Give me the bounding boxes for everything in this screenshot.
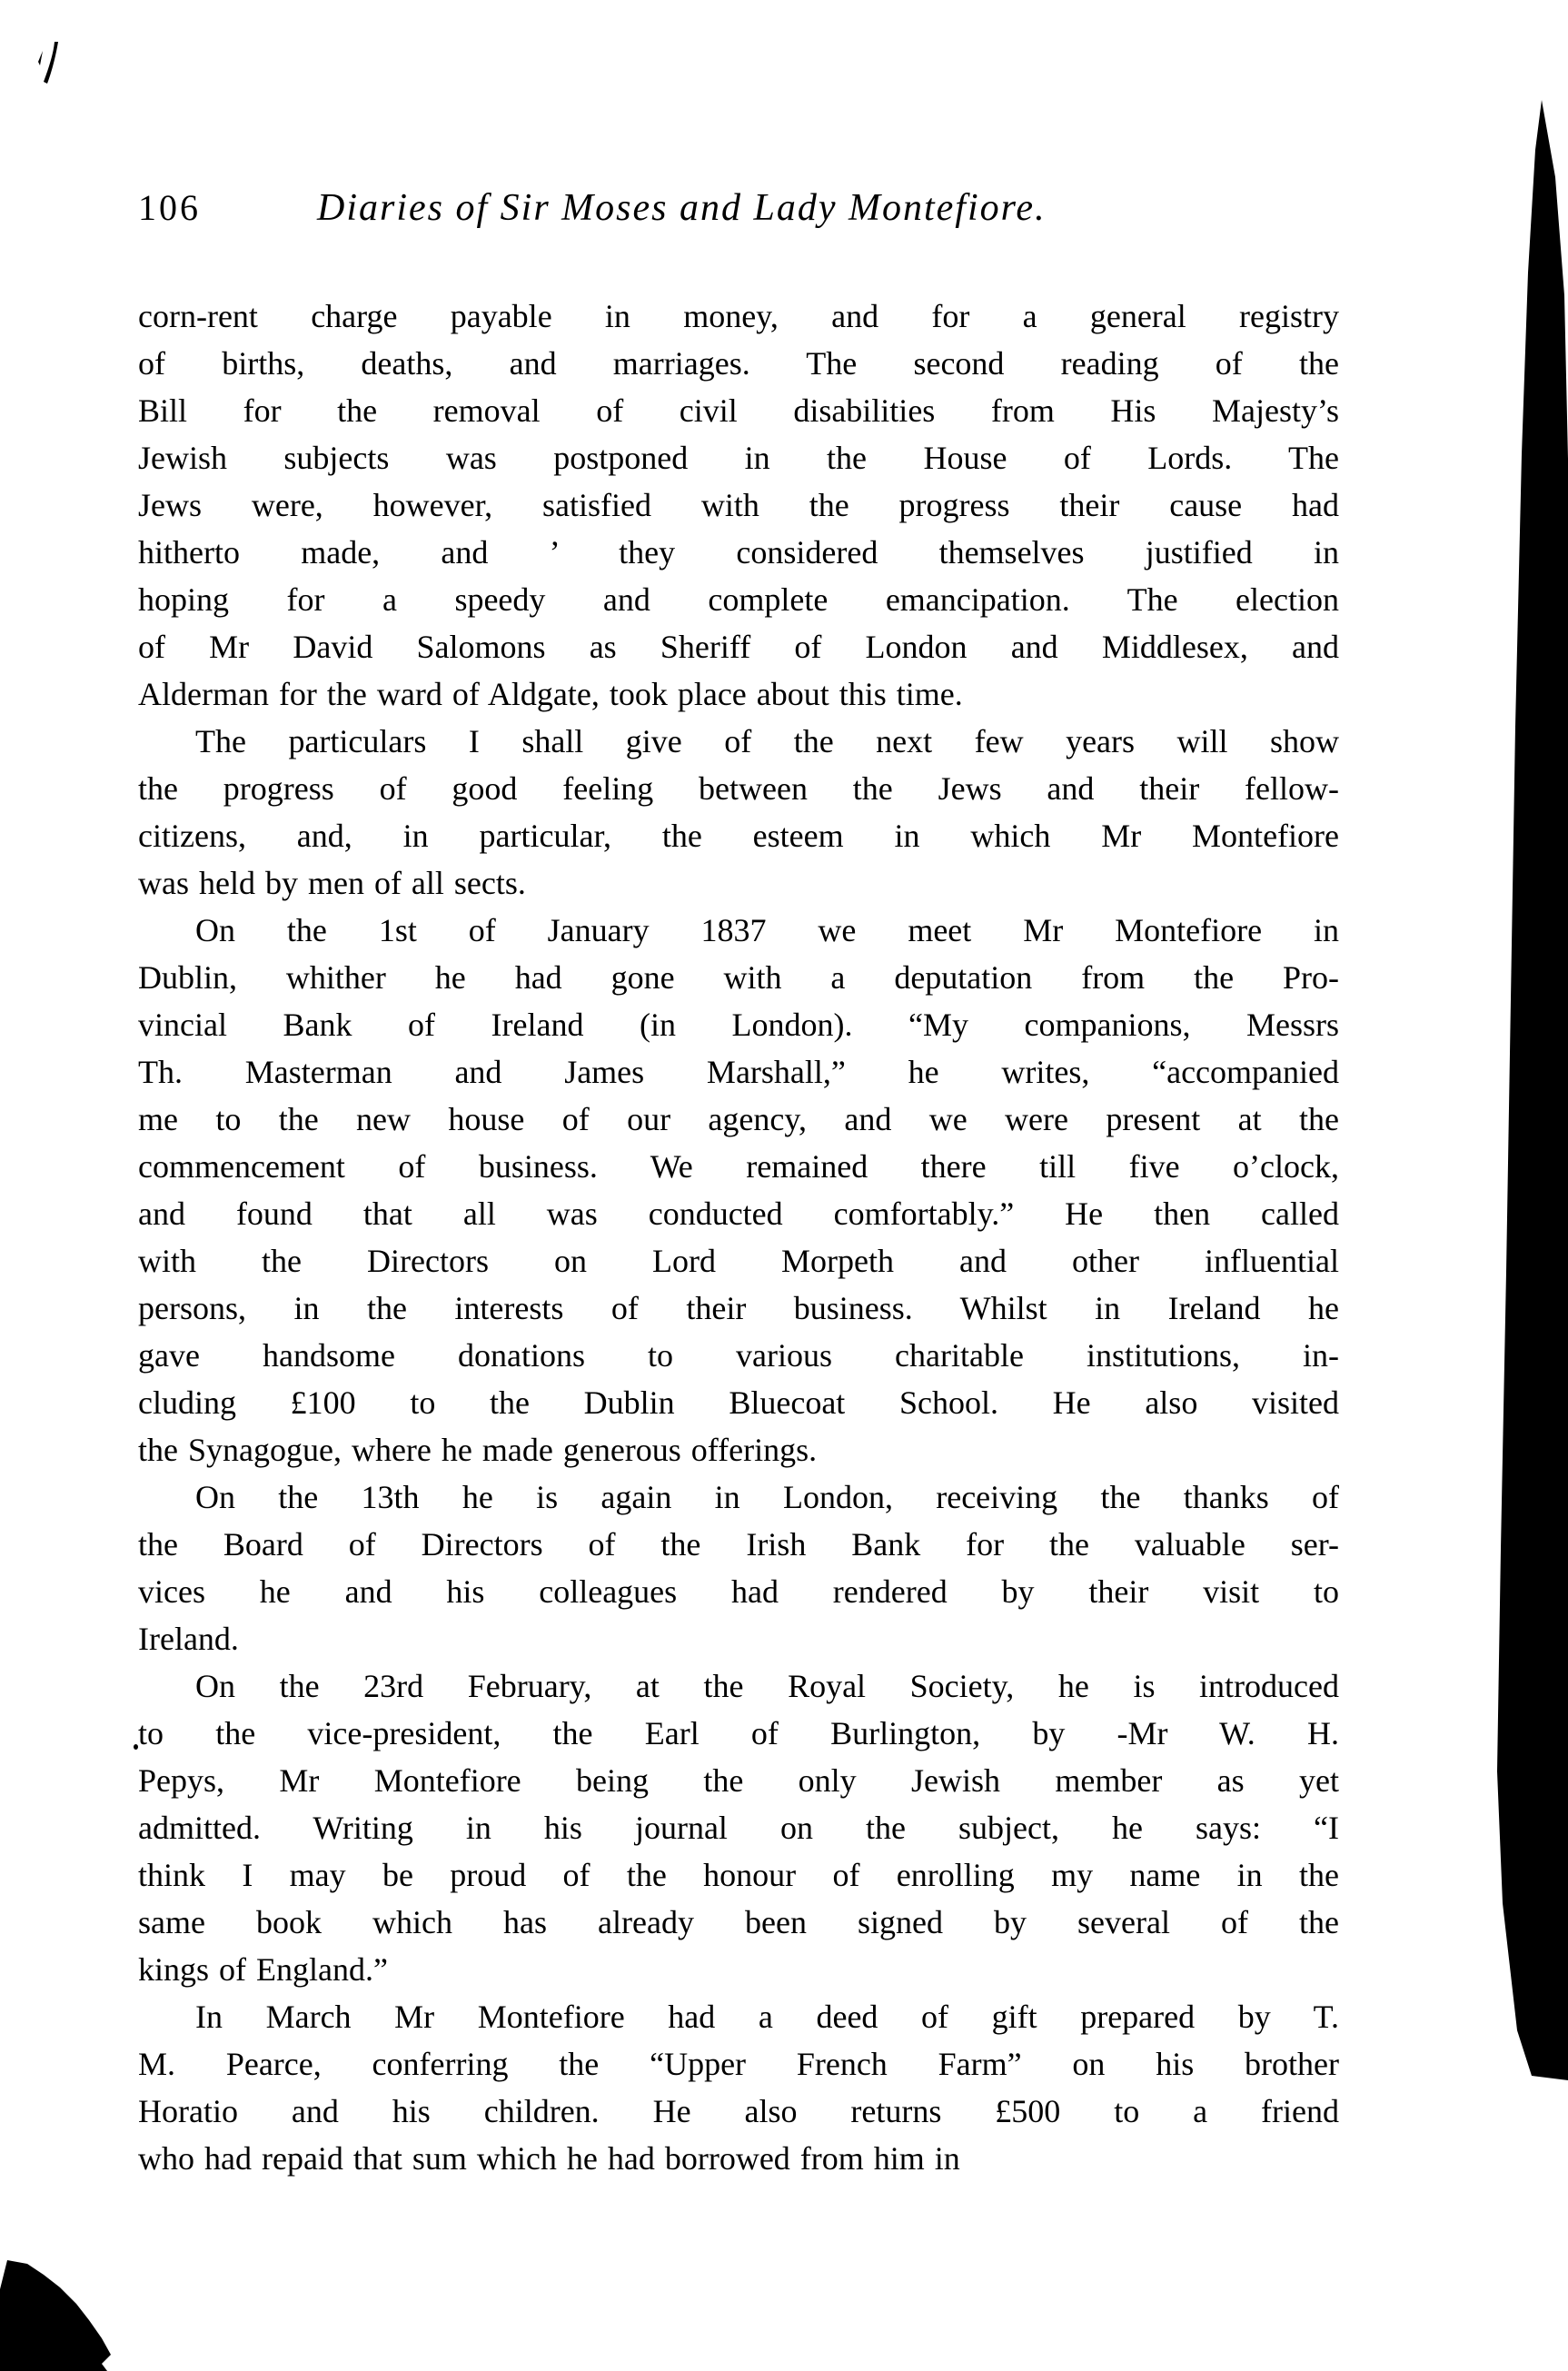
paragraph bbox=[138, 907, 1339, 1473]
text-line: Pepys, Mr Montefiore being the only Jewish member as yet bbox=[138, 1762, 1339, 1799]
ink-smudge bbox=[0, 2253, 118, 2371]
text-line: hoping for a speedy and complete emancipation. The election bbox=[138, 581, 1339, 618]
text-line: vices he and his colleagues had rendered by their visit to bbox=[138, 1573, 1339, 1610]
paragraph bbox=[138, 1662, 1339, 1993]
text-line: Dublin, whither he had gone with a deputation from the Pro- bbox=[138, 959, 1339, 996]
text-line: the progress of good feeling between the Jews and their fellow- bbox=[138, 770, 1339, 807]
stray-ink-dot bbox=[134, 1744, 138, 1750]
text-line: me to the new house of our agency, and we were present at the bbox=[138, 1101, 1339, 1137]
text-line: Horatio and his children. He also returns £500 to a friend bbox=[138, 2093, 1339, 2129]
text-line: kings of England.” bbox=[138, 1951, 388, 1988]
text-line: persons, in the interests of their business. Whilst in Ireland he bbox=[138, 1290, 1339, 1326]
text-line: Ireland. bbox=[138, 1621, 239, 1657]
handwritten-tick-mark bbox=[31, 38, 71, 89]
text-line: Th. Masterman and James Marshall,” he writes, “accompanied bbox=[138, 1054, 1339, 1090]
text-line: hitherto made, and ’ they considered themselves justified in bbox=[138, 534, 1339, 570]
text-line: vincial Bank of Ireland (in London). “My companions, Messrs bbox=[138, 1007, 1339, 1043]
text-line: the Synagogue, where he made generous offerings. bbox=[138, 1432, 818, 1468]
text-line: corn-rent charge payable in money, and for a general registry bbox=[138, 298, 1339, 334]
paragraph bbox=[138, 293, 1339, 718]
scan-shadow-band bbox=[1490, 95, 1568, 2085]
text-line: Jewish subjects was postponed in the House of Lords. The bbox=[138, 440, 1339, 476]
paragraph bbox=[138, 718, 1339, 907]
text-line: of Mr David Salomons as Sheriff of London and Middlesex, and bbox=[138, 629, 1339, 665]
page-number: 106 bbox=[138, 187, 201, 228]
text-line: same book which has already been signed by several of the bbox=[138, 1904, 1339, 1940]
text-line: On the 23rd February, at the Royal Society, he is introduced bbox=[195, 1668, 1339, 1704]
text-line: cluding £100 to the Dublin Bluecoat School. He also visited bbox=[138, 1384, 1339, 1421]
text-line: gave handsome donations to various charitable institutions, in- bbox=[138, 1337, 1339, 1374]
text-line: On the 1st of January 1837 we meet Mr Montefiore in bbox=[195, 912, 1339, 948]
text-line: citizens, and, in particular, the esteem in which Mr Montefiore bbox=[138, 818, 1339, 854]
text-line: think I may be proud of the honour of enrolling my name in the bbox=[138, 1857, 1339, 1893]
running-title: Diaries of Sir Moses and Lady Montefiore. bbox=[317, 187, 1047, 229]
text-line: who had repaid that sum which he had borrowed from him in bbox=[138, 2140, 960, 2177]
text-line: admitted. Writing in his journal on the subject, he says: “I bbox=[138, 1810, 1339, 1846]
text-line: with the Directors on Lord Morpeth and other influential bbox=[138, 1243, 1339, 1279]
text-line: M. Pearce, conferring the “Upper French Farm” on his brother bbox=[138, 2046, 1339, 2082]
text-line: the Board of Directors of the Irish Bank for the valuable ser- bbox=[138, 1526, 1339, 1562]
text-line: The particulars I shall give of the next few years will show bbox=[195, 723, 1339, 759]
text-line: commencement of business. We remained there till five o’clock, bbox=[138, 1148, 1339, 1185]
text-line: was held by men of all sects. bbox=[138, 865, 526, 901]
text-line: of births, deaths, and marriages. The second reading of the bbox=[138, 345, 1339, 382]
paragraph bbox=[138, 1993, 1339, 2182]
text-line: Alderman for the ward of Aldgate, took place about this time. bbox=[138, 676, 963, 712]
text-line: and found that all was conducted comfortably.” He then called bbox=[138, 1195, 1339, 1232]
paragraph bbox=[138, 1473, 1339, 1662]
page-header bbox=[138, 186, 1339, 241]
text-line: Bill for the removal of civil disabilities from His Majesty’s bbox=[138, 392, 1339, 429]
text-line: On the 13th he is again in London, receiving the thanks of bbox=[195, 1479, 1339, 1515]
page-body bbox=[138, 293, 1339, 2182]
text-line: Jews were, however, satisfied with the progress their cause had bbox=[138, 487, 1339, 523]
text-line: to the vice-president, the Earl of Burlington, by -Mr W. H. bbox=[138, 1715, 1339, 1751]
text-line: In March Mr Montefiore had a deed of gift prepared by T. bbox=[195, 1999, 1339, 2035]
